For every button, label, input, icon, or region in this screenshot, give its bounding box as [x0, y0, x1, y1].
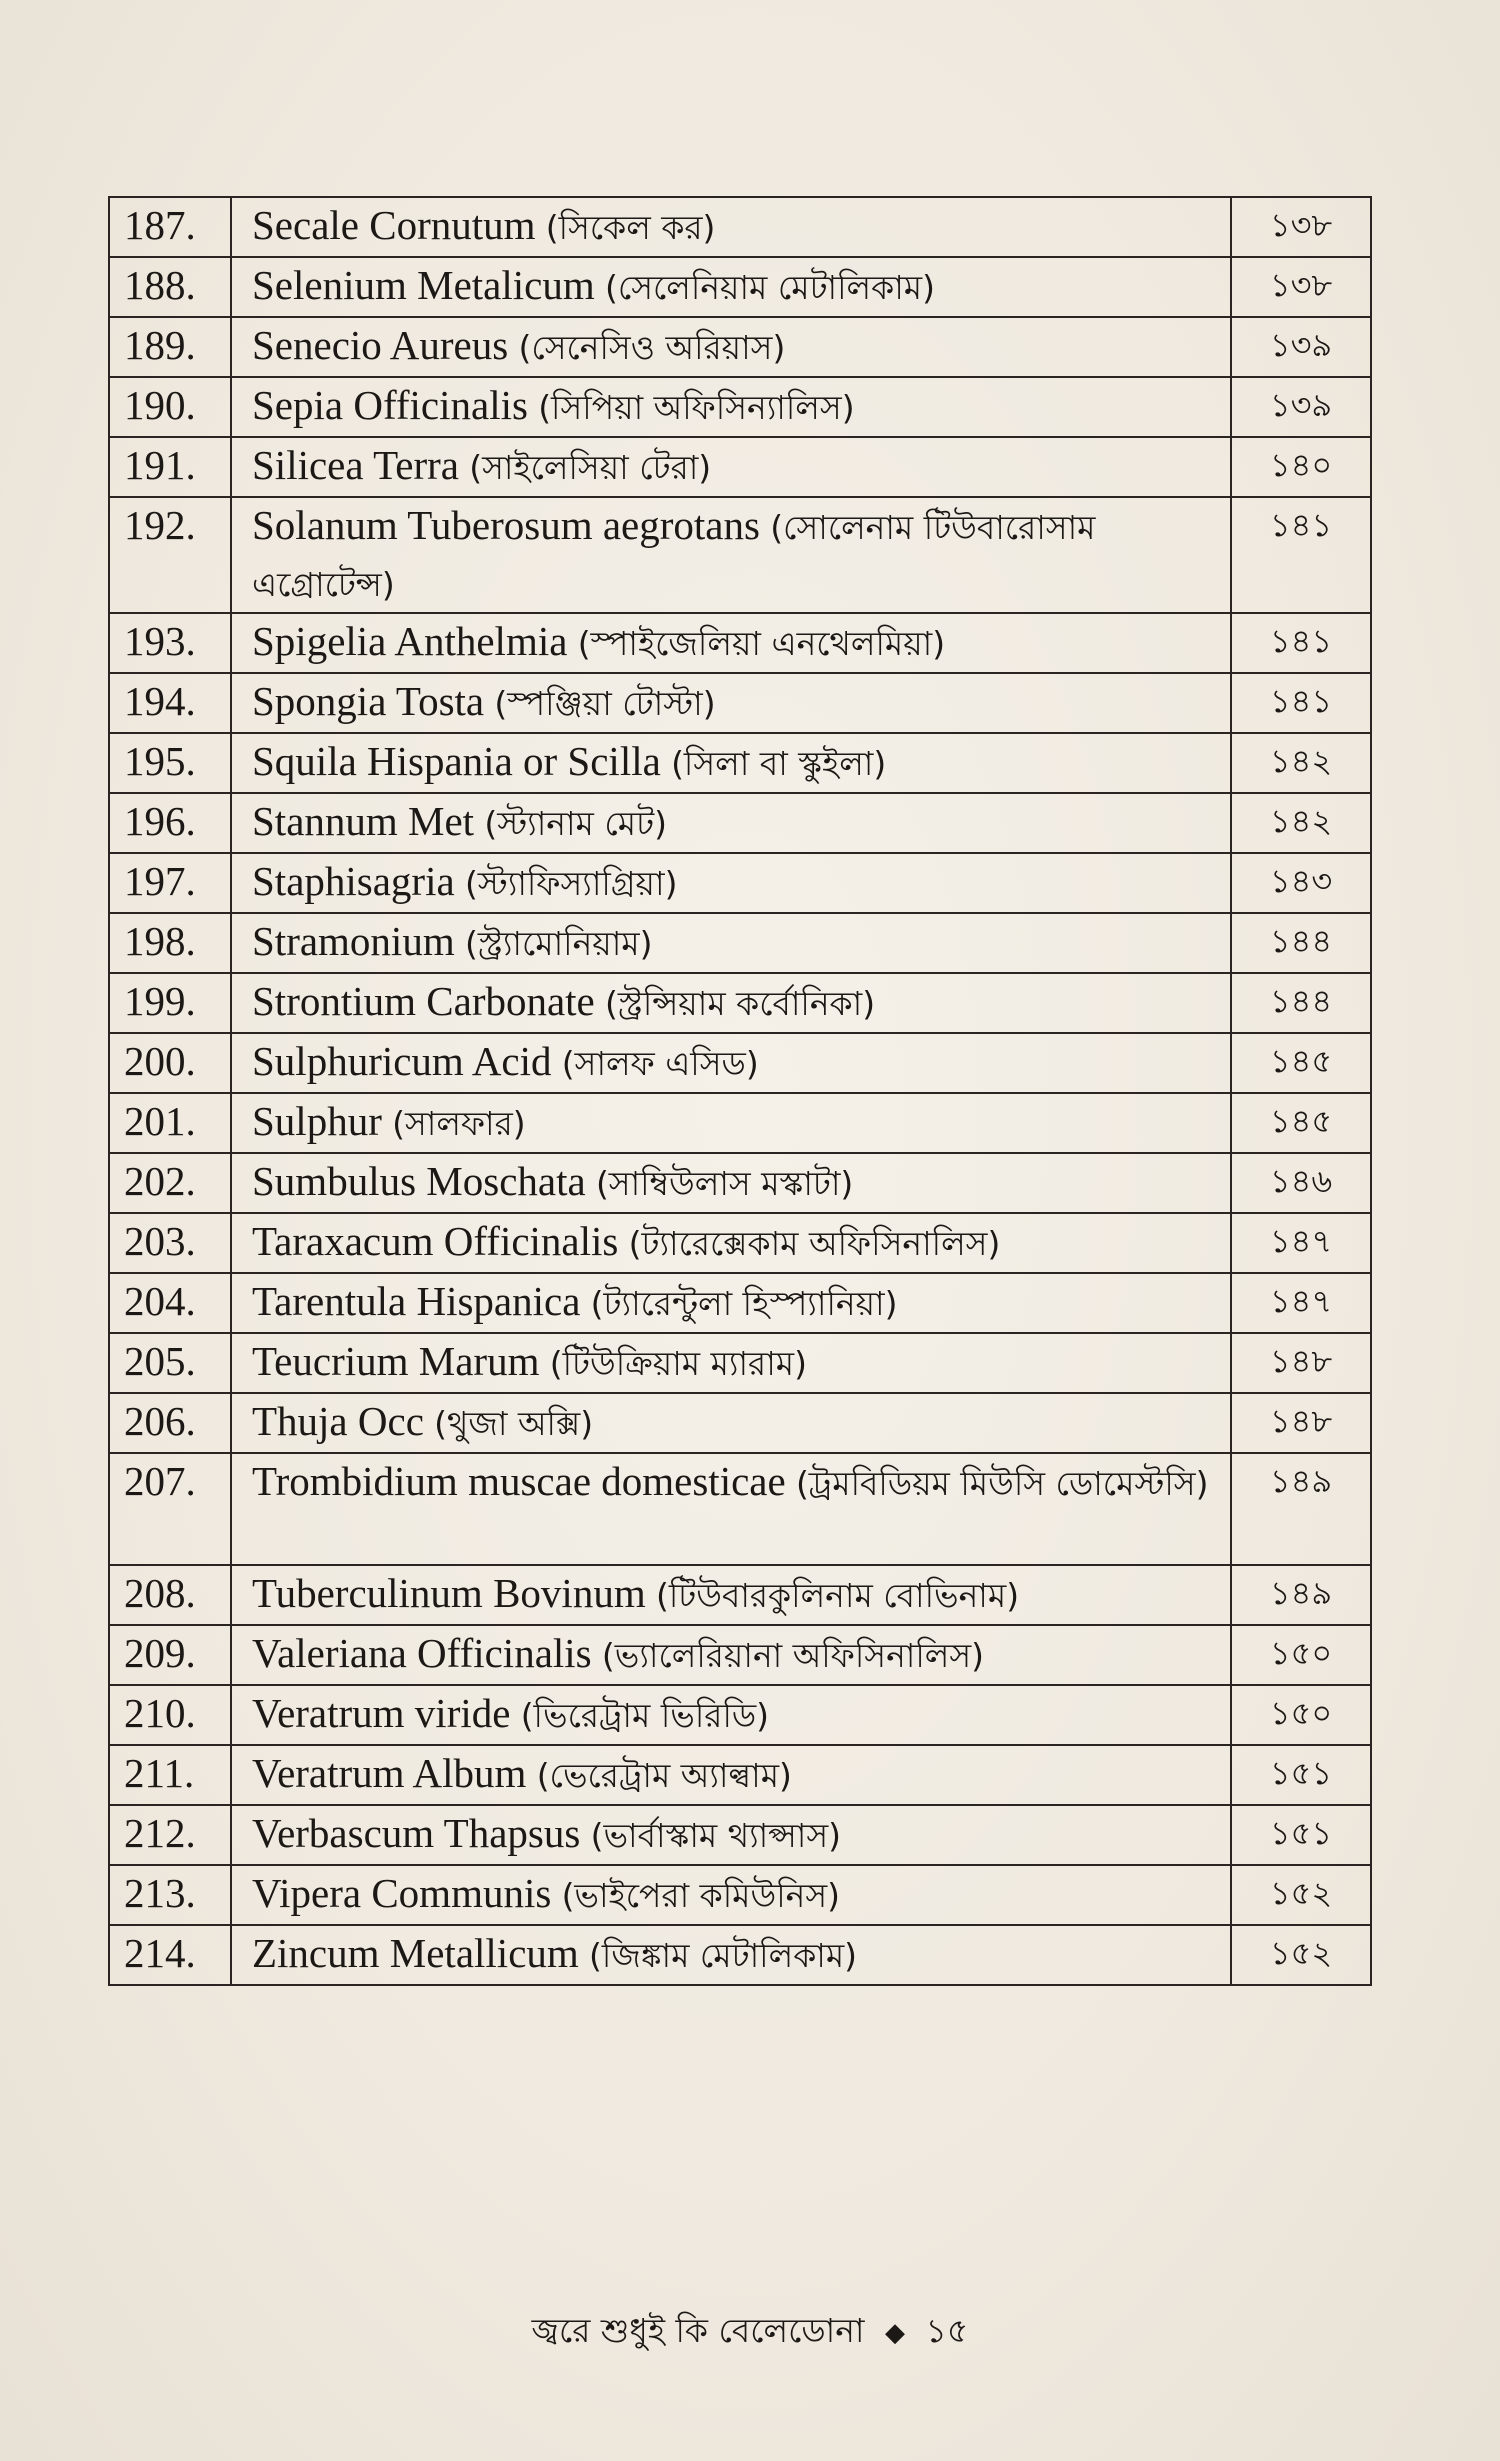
remedy-latin-name: Trombidium muscae domesticae	[252, 1458, 786, 1504]
remedy-bengali-name: (টিউক্রিয়াম ম্যারাম)	[549, 1344, 807, 1383]
table-row	[109, 613, 1371, 673]
remedy-bengali-name: (ভ্যালেরিয়ানা অফিসিনালিস)	[601, 1636, 985, 1675]
page-reference: ১৪৮	[1231, 1393, 1371, 1453]
entry-number: 195.	[109, 733, 231, 793]
remedy-name-cell	[231, 1865, 1231, 1925]
remedy-name-cell	[231, 853, 1231, 913]
remedy-latin-name: Strontium Carbonate	[252, 978, 595, 1024]
entry-number: 214.	[109, 1925, 231, 1985]
page-reference: ১৩৮	[1231, 257, 1371, 317]
table-row	[109, 1153, 1371, 1213]
entry-number: 188.	[109, 257, 231, 317]
remedy-latin-name: Sumbulus Moschata	[252, 1158, 586, 1204]
page-reference: ১৪১	[1231, 673, 1371, 733]
table-row	[109, 1925, 1371, 1985]
remedy-name-cell	[231, 1685, 1231, 1745]
page-reference: ১৫২	[1231, 1925, 1371, 1985]
remedy-name-cell	[231, 197, 1231, 257]
entry-number: 208.	[109, 1565, 231, 1625]
remedy-latin-name: Secale Cornutum	[252, 202, 536, 248]
remedy-name-cell	[231, 317, 1231, 377]
page-reference: ১৪৬	[1231, 1153, 1371, 1213]
remedy-name-cell	[231, 1453, 1231, 1565]
remedy-bengali-name: (সাইলেসিয়া টেরা)	[469, 448, 712, 487]
remedy-latin-name: Solanum Tuberosum aegrotans	[252, 502, 760, 548]
remedy-bengali-name: (ভেরেট্রাম অ্যাল্বাম)	[536, 1756, 792, 1795]
remedy-name-cell	[231, 673, 1231, 733]
remedy-latin-name: Selenium Metalicum	[252, 262, 595, 308]
entry-number: 194.	[109, 673, 231, 733]
remedy-latin-name: Spongia Tosta	[252, 678, 485, 724]
table-row	[109, 1273, 1371, 1333]
table-row	[109, 197, 1371, 257]
remedy-bengali-name: (স্ট্যাফিস্যাগ্রিয়া)	[464, 864, 678, 903]
remedy-latin-name: Squila Hispania or Scilla	[252, 738, 661, 784]
remedy-bengali-name: (সিলা বা স্কুইলা)	[671, 744, 887, 783]
page-reference: ১৪১	[1231, 497, 1371, 613]
page-reference: ১৪১	[1231, 613, 1371, 673]
entry-number: 192.	[109, 497, 231, 613]
entry-number: 198.	[109, 913, 231, 973]
remedy-latin-name: Veratrum Album	[252, 1750, 527, 1796]
remedy-bengali-name: (সেনেসিও অরিয়াস)	[518, 328, 786, 367]
remedy-latin-name: Spigelia Anthelmia	[252, 618, 568, 664]
table-row	[109, 1625, 1371, 1685]
remedy-bengali-name: (সিকেল কর)	[545, 208, 716, 247]
remedy-name-cell	[231, 1333, 1231, 1393]
page-reference: ১৪৭	[1231, 1273, 1371, 1333]
remedy-latin-name: Senecio Aureus	[252, 322, 509, 368]
table-row	[109, 673, 1371, 733]
remedy-bengali-name: (স্ট্যানাম মেট)	[484, 804, 667, 843]
page-reference: ১৪৮	[1231, 1333, 1371, 1393]
remedy-bengali-name: (ট্যারেক্সেকাম অফিসিনালিস)	[628, 1224, 1001, 1263]
remedy-bengali-name: (সোলেনাম টিউবারোসাম এগ্রোটেন্স)	[252, 508, 1096, 604]
remedy-latin-name: Taraxacum Officinalis	[252, 1218, 619, 1264]
remedy-latin-name: Tuberculinum Bovinum	[252, 1570, 646, 1616]
remedy-name-cell	[231, 1273, 1231, 1333]
remedy-name-cell	[231, 1565, 1231, 1625]
remedy-name-cell	[231, 257, 1231, 317]
remedy-bengali-name: (ভিরেট্রাম ভিরিডি)	[520, 1696, 770, 1735]
table-row	[109, 1453, 1371, 1565]
remedy-name-cell	[231, 1805, 1231, 1865]
page-reference: ১৫১	[1231, 1745, 1371, 1805]
entry-number: 197.	[109, 853, 231, 913]
entry-number: 202.	[109, 1153, 231, 1213]
remedy-name-cell	[231, 973, 1231, 1033]
table-row	[109, 437, 1371, 497]
page-reference: ১৪৫	[1231, 1033, 1371, 1093]
remedy-name-cell	[231, 733, 1231, 793]
table-row	[109, 1333, 1371, 1393]
entry-number: 205.	[109, 1333, 231, 1393]
page-reference: ১৪৪	[1231, 913, 1371, 973]
remedy-name-cell	[231, 913, 1231, 973]
entry-number: 199.	[109, 973, 231, 1033]
table-row	[109, 913, 1371, 973]
entry-number: 212.	[109, 1805, 231, 1865]
table-row	[109, 733, 1371, 793]
remedy-name-cell	[231, 1745, 1231, 1805]
entry-number: 210.	[109, 1685, 231, 1745]
page-reference: ১৩৮	[1231, 197, 1371, 257]
remedy-name-cell	[231, 437, 1231, 497]
entry-number: 209.	[109, 1625, 231, 1685]
remedy-latin-name: Sepia Officinalis	[252, 382, 528, 428]
remedy-latin-name: Valeriana Officinalis	[252, 1630, 592, 1676]
remedy-name-cell	[231, 793, 1231, 853]
page-number: ১৫	[925, 2311, 969, 2350]
diamond-separator-icon: ◆	[885, 2317, 906, 2348]
table-row	[109, 793, 1371, 853]
table-row	[109, 1033, 1371, 1093]
table-row	[109, 317, 1371, 377]
remedy-bengali-name: (সিপিয়া অফিসিন্যালিস)	[538, 388, 855, 427]
page-reference: ১৫২	[1231, 1865, 1371, 1925]
remedy-latin-name: Teucrium Marum	[252, 1338, 540, 1384]
page-reference: ১৪২	[1231, 793, 1371, 853]
remedy-bengali-name: (জিঙ্কাম মেটালিকাম)	[589, 1936, 858, 1975]
remedy-bengali-name: (সালফার)	[392, 1104, 526, 1143]
table-row	[109, 1213, 1371, 1273]
page-reference: ১৪৭	[1231, 1213, 1371, 1273]
remedy-bengali-name: (স্পাইজেলিয়া এনথেলমিয়া)	[577, 624, 946, 663]
page-reference: ১৪০	[1231, 437, 1371, 497]
page-reference: ১৪৪	[1231, 973, 1371, 1033]
entry-number: 206.	[109, 1393, 231, 1453]
page-reference: ১৪৯	[1231, 1565, 1371, 1625]
table-row	[109, 973, 1371, 1033]
table-row	[109, 377, 1371, 437]
remedy-latin-name: Sulphuricum Acid	[252, 1038, 552, 1084]
entry-number: 211.	[109, 1745, 231, 1805]
remedy-name-cell	[231, 1153, 1231, 1213]
entry-number: 213.	[109, 1865, 231, 1925]
remedy-name-cell	[231, 1925, 1231, 1985]
remedy-latin-name: Sulphur	[252, 1098, 382, 1144]
page-reference: ১৫০	[1231, 1625, 1371, 1685]
remedy-latin-name: Staphisagria	[252, 858, 455, 904]
table-row	[109, 1745, 1371, 1805]
remedy-index-table	[108, 196, 1372, 1986]
page-reference: ১৪৯	[1231, 1453, 1371, 1565]
entry-number: 187.	[109, 197, 231, 257]
remedy-latin-name: Vipera Communis	[252, 1870, 552, 1916]
remedy-bengali-name: (সালফ এসিড)	[561, 1044, 759, 1083]
remedy-name-cell	[231, 1393, 1231, 1453]
table-row	[109, 1805, 1371, 1865]
entry-number: 203.	[109, 1213, 231, 1273]
table-body	[109, 197, 1371, 1985]
remedy-latin-name: Silicea Terra	[252, 442, 459, 488]
remedy-latin-name: Veratrum viride	[252, 1690, 511, 1736]
remedy-latin-name: Thuja Occ	[252, 1398, 424, 1444]
page-reference: ১৪২	[1231, 733, 1371, 793]
table-row	[109, 497, 1371, 613]
remedy-name-cell	[231, 377, 1231, 437]
remedy-bengali-name: (ট্যারেন্টুলা হিস্প্যানিয়া)	[590, 1284, 898, 1323]
entry-number: 200.	[109, 1033, 231, 1093]
remedy-name-cell	[231, 497, 1231, 613]
remedy-bengali-name: (ট্রমবিডিয়ম মিউসি ডোমেস্টসি)	[795, 1464, 1209, 1503]
remedy-name-cell	[231, 1625, 1231, 1685]
remedy-bengali-name: (স্পঞ্জিয়া টোস্টা)	[494, 684, 716, 723]
table-row	[109, 1393, 1371, 1453]
page-reference: ১৪৫	[1231, 1093, 1371, 1153]
page-reference: ১৫১	[1231, 1805, 1371, 1865]
table-row	[109, 1093, 1371, 1153]
entry-number: 189.	[109, 317, 231, 377]
entry-number: 193.	[109, 613, 231, 673]
remedy-latin-name: Stannum Met	[252, 798, 475, 844]
table-row	[109, 1685, 1371, 1745]
page-reference: ১৪৩	[1231, 853, 1371, 913]
page-footer	[0, 2305, 1500, 2361]
remedy-bengali-name: (ভাইপেরা কমিউনিস)	[561, 1876, 841, 1915]
remedy-name-cell	[231, 1093, 1231, 1153]
table-row	[109, 853, 1371, 913]
entry-number: 196.	[109, 793, 231, 853]
remedy-bengali-name: (টিউবারকুলিনাম বোভিনাম)	[655, 1576, 1020, 1615]
remedy-name-cell	[231, 1213, 1231, 1273]
remedy-bengali-name: (স্ট্রন্সিয়াম কর্বোনিকা)	[605, 984, 876, 1023]
remedy-bengali-name: (থুজা অক্সি)	[434, 1404, 594, 1443]
page-reference: ১৫০	[1231, 1685, 1371, 1745]
remedy-latin-name: Zincum Metallicum	[252, 1930, 579, 1976]
entry-number: 191.	[109, 437, 231, 497]
page-reference: ১৩৯	[1231, 377, 1371, 437]
page-reference: ১৩৯	[1231, 317, 1371, 377]
remedy-bengali-name: (সেলেনিয়াম মেটালিকাম)	[604, 268, 936, 307]
remedy-latin-name: Verbascum Thapsus	[252, 1810, 581, 1856]
remedy-name-cell	[231, 1033, 1231, 1093]
table-row	[109, 1565, 1371, 1625]
remedy-latin-name: Tarentula Hispanica	[252, 1278, 581, 1324]
book-title: জ্বরে শুধুই কি বেলেডোনা	[531, 2311, 865, 2350]
entry-number: 190.	[109, 377, 231, 437]
table-row	[109, 257, 1371, 317]
entry-number: 207.	[109, 1453, 231, 1565]
remedy-bengali-name: (ভার্বাস্কাম থ্যাপ্সাস)	[590, 1816, 842, 1855]
table-row	[109, 1865, 1371, 1925]
remedy-bengali-name: (স্ট্র্যামোনিয়াম)	[464, 924, 653, 963]
remedy-bengali-name: (সাম্বিউলাস মস্কাটা)	[595, 1164, 854, 1203]
remedy-name-cell	[231, 613, 1231, 673]
entry-number: 201.	[109, 1093, 231, 1153]
entry-number: 204.	[109, 1273, 231, 1333]
remedy-latin-name: Stramonium	[252, 918, 455, 964]
